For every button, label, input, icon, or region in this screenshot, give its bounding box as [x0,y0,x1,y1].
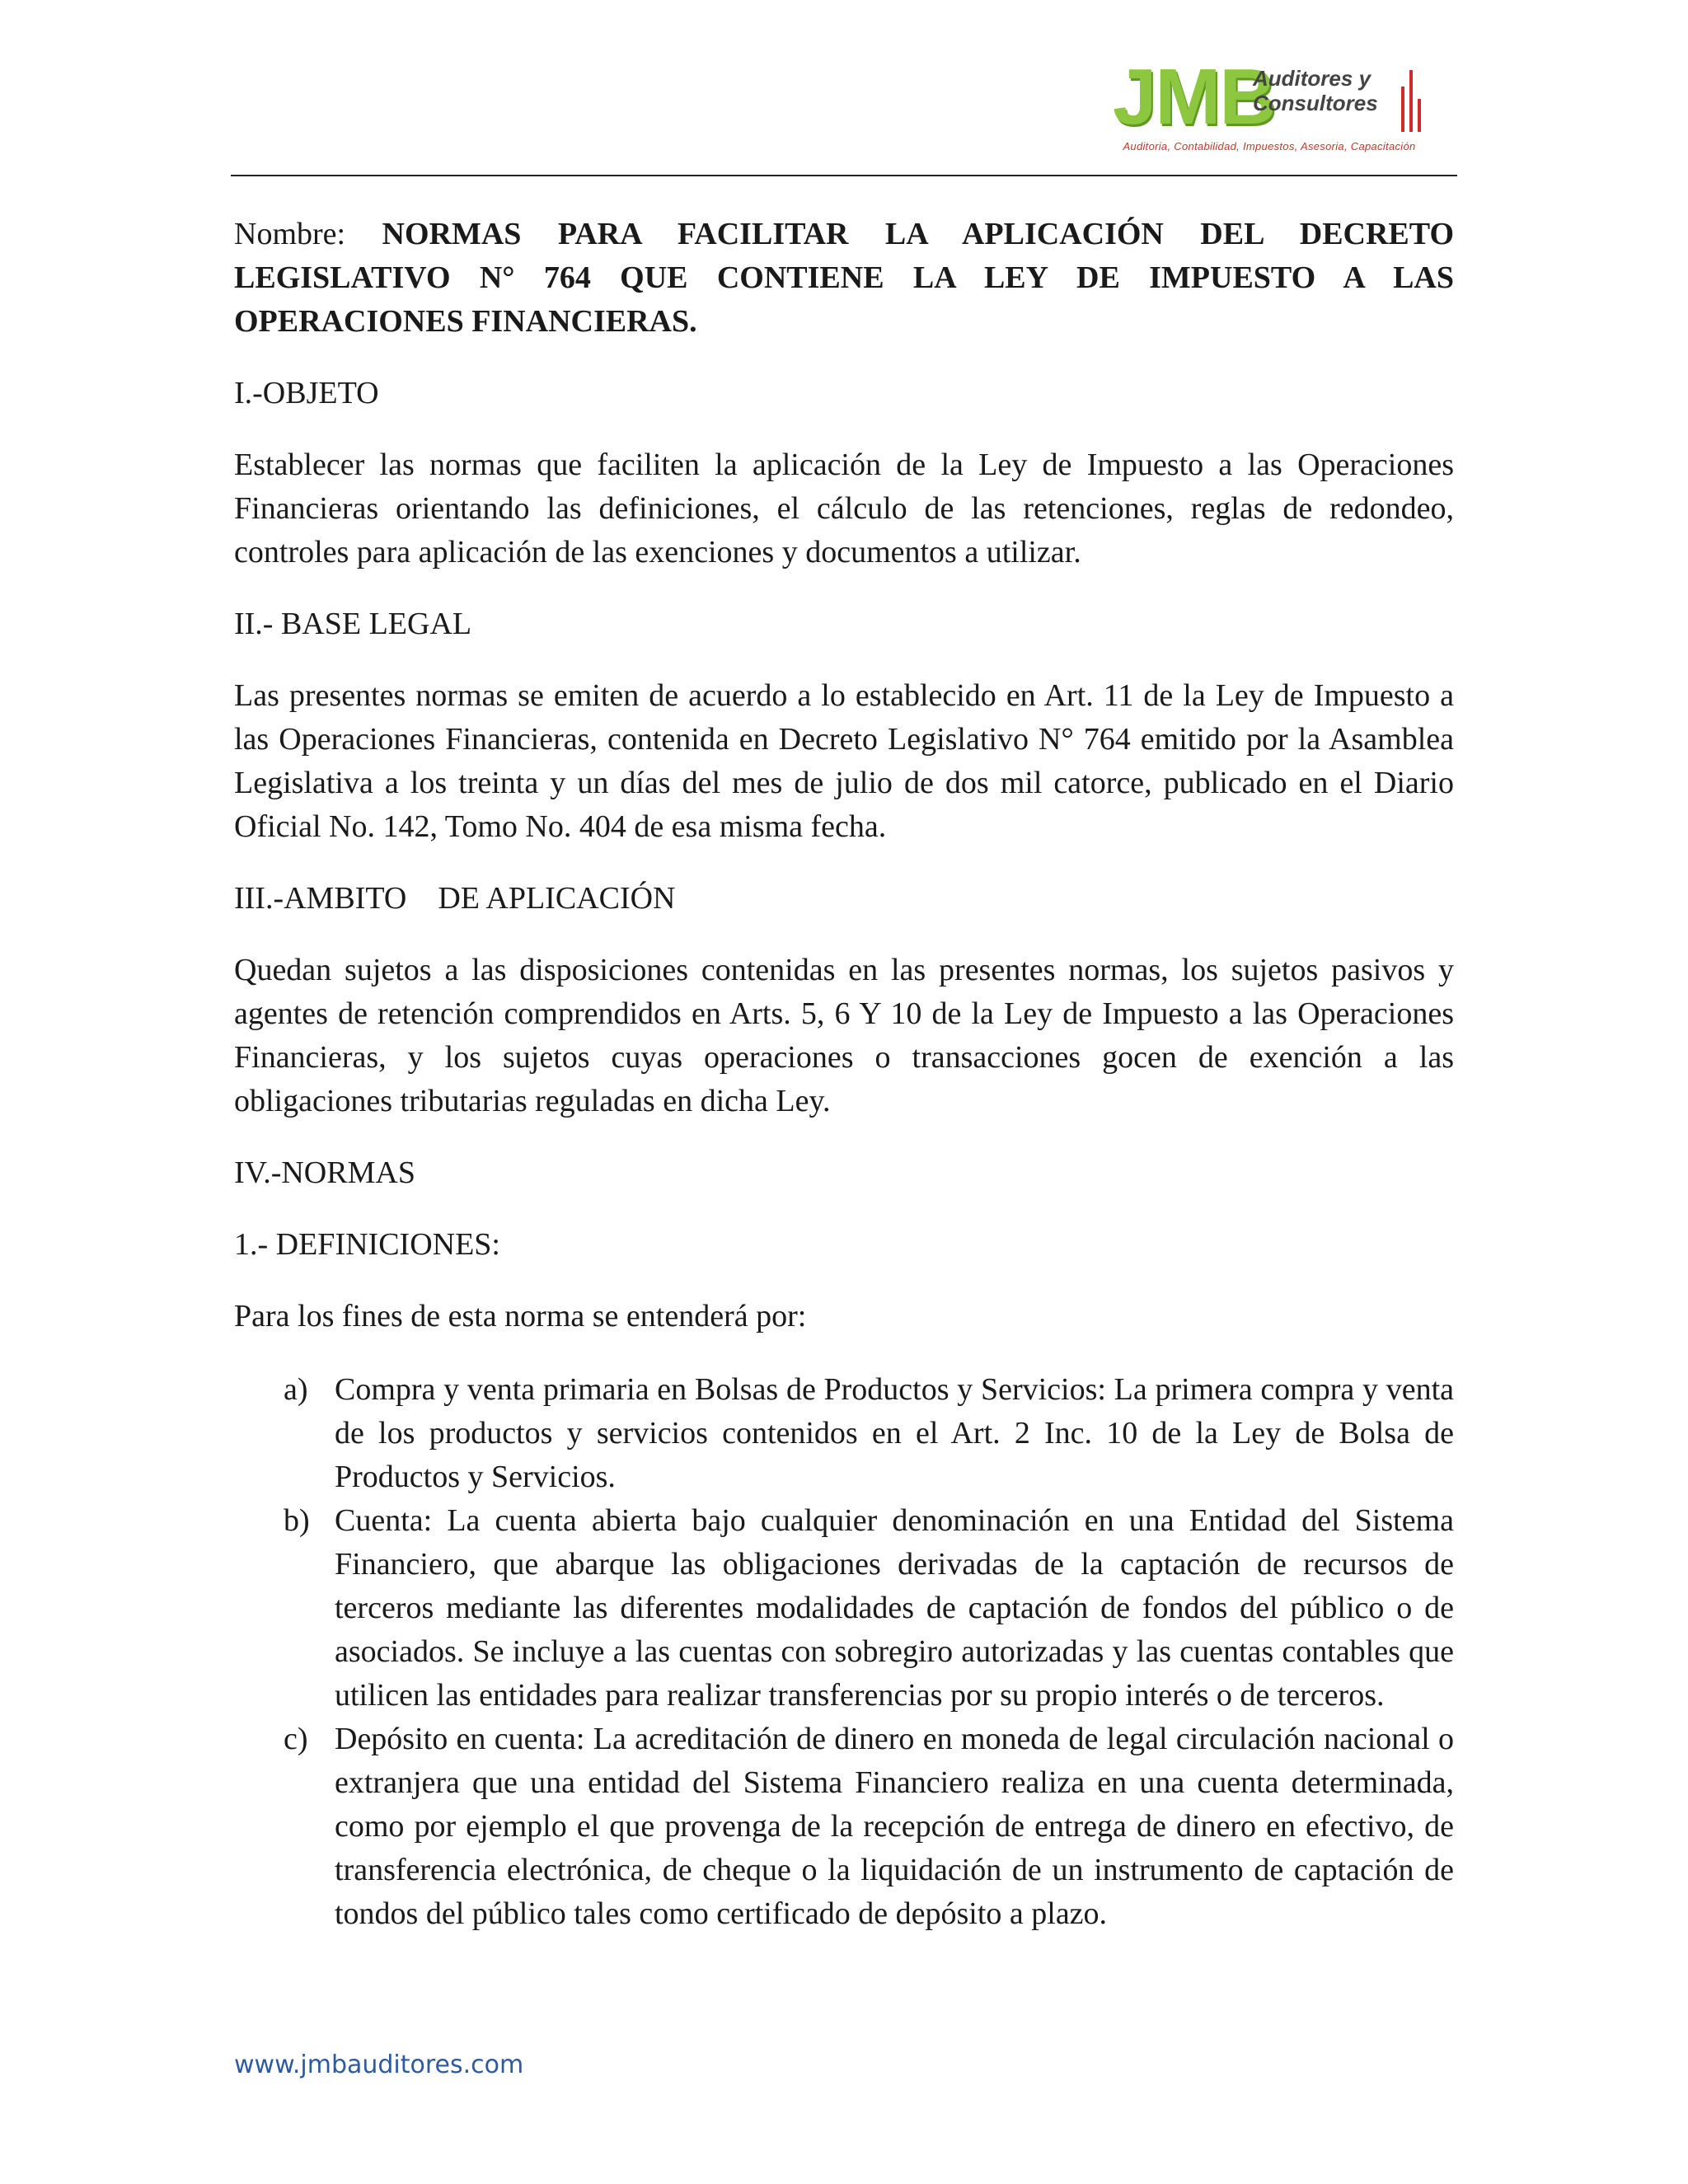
definitions-intro: Para los fines de esta norma se entenderá por: [234,1299,807,1333]
list-item [234,1368,1454,1499]
section-text-objeto: Establecer las normas que faciliten la aplicación de la Ley de Impuesto a las Operaciones Financieras orientando las definiciones, el cálculo de las retenciones, reglas de redondeo, controles para aplicación de las exenciones y documentos a utilizar. [234,448,1454,569]
header-divider [231,175,1457,176]
name-title: NORMAS PARA FACILITAR LA APLICACIÓN DEL DECRETO LEGISLATIVO N° 764 QUE CONTIENE LA LEY DE IMPUESTO A LAS OPERACIONES FINANCIERAS. [234,217,1454,339]
section-heading-base-legal: II.- BASE LEGAL [234,607,472,641]
norms-heading: IV.-NORMAS [234,1155,415,1190]
definitions-list [234,1368,1454,1936]
list-marker: a) [284,1372,308,1407]
list-marker: c) [284,1722,308,1756]
section-heading-objeto: I.-OBJETO [234,376,379,410]
section-heading-ambito: III.-AMBITO DE APLICACIÓN [234,881,676,916]
definition-text: Compra y venta primaria en Bolsas de Productos y Servicios: La primera compra y venta de los productos y servicios contenidos en el Art. 2 Inc. 10 de la Ley de Bolsa de Productos y Servicios. [335,1372,1454,1494]
definitions-heading: 1.- DEFINICIONES: [234,1227,500,1262]
list-item [234,1499,1454,1718]
logo-tagline: Auditoria, Contabilidad, Impuestos, Asesoria, Capacitación [1123,140,1416,152]
name-label: Nombre: [234,217,346,251]
logo-name-line2: Consultores [1253,91,1378,115]
logo-company-name [1253,66,1401,115]
document-body [234,213,1454,1936]
company-logo [1096,53,1442,169]
section-text-base-legal: Las presentes normas se emiten de acuerdo a lo establecido en Art. 11 de la Ley de Impuesto a las Operaciones Financieras, contenida en Decreto Legislativo N° 764 emitido por la Asamblea Legislativa a los treinta y un días del mes de julio de dos mil catorce, publicado en el Diario Oficial No. 142, Tomo No. 404 de esa misma fecha. [234,678,1454,844]
section-text-ambito: Quedan sujetos a las disposiciones contenidas en las presentes normas, los sujetos pasivos y agentes de retención comprendidos en Arts. 5, 6 Y 10 de la Ley de Impuesto a las Operaciones Financieras, y los sujetos cuyas operaciones o transacciones gocen de exención a las obligaciones tributarias reguladas en dicha Ley. [234,953,1454,1118]
logo-name-line1: Auditores y [1253,66,1372,91]
list-marker: b) [284,1503,310,1538]
document-title [234,213,1454,344]
footer-website-link[interactable]: www.jmbauditores.com [234,2050,524,2079]
definition-text: Depósito en cuenta: La acreditación de dinero en moneda de legal circulación nacional o extranjera que una entidad del Sistema Financiero realiza en una cuenta determinada, como por ejemplo el que provenga de la recepción de entrega de dinero en efectivo, de transferencia electrónica, de cheque o la liquidación de un instrumento de captación de tondos del público tales como certificado de depósito a plazo. [335,1722,1454,1931]
definition-text: Cuenta: La cuenta abierta bajo cualquier denominación en una Entidad del Sistema Financiero, que abarque las obligaciones derivadas de la captación de recursos de terceros mediante las diferentes modalidades de captación de fondos del público o de asociados. Se incluye a las cuentas con sobregiro autorizadas y las cuentas contables que utilicen las entidades para realizar transferencias por su propio interés o de terceros. [335,1503,1454,1713]
logo-bars-graphic [1400,58,1432,132]
list-item [234,1718,1454,1936]
logo-mark: JMB [1113,53,1275,141]
